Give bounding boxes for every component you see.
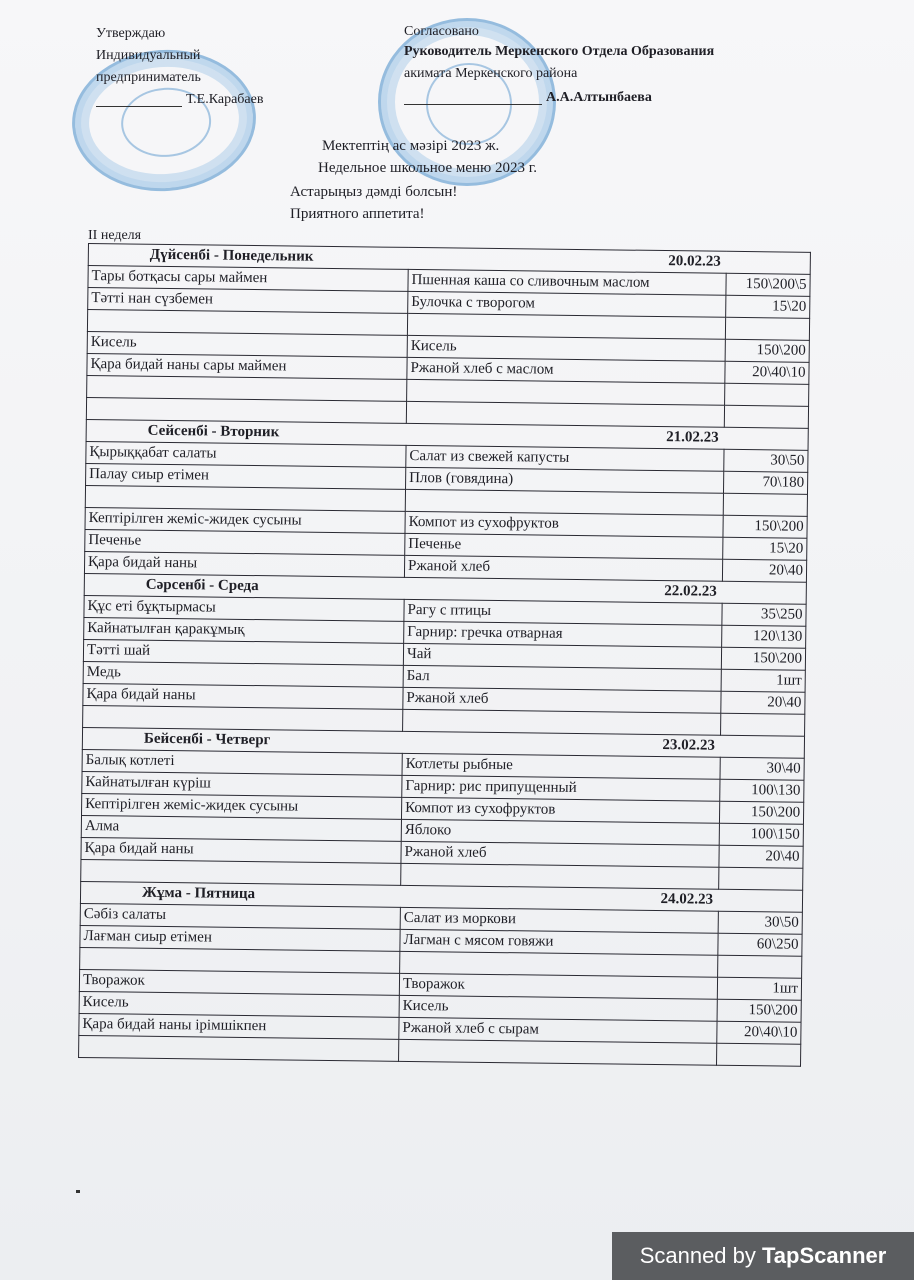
portion-grams: 20\40\10 (725, 361, 809, 384)
portion-grams: 35\250 (722, 603, 806, 626)
dish-russian: Кисель (407, 335, 725, 361)
dish-kazakh: Кептірілген жеміс-жидек сусыны (82, 793, 402, 819)
dish-kazakh: Кайнатылған қаракұмық (84, 617, 404, 643)
dish-russian: Ржаной хлеб (403, 687, 721, 713)
dish-kazakh: Печенье (85, 529, 405, 555)
dish-kazakh (79, 1035, 399, 1061)
day-date: 23.02.23 (662, 737, 716, 754)
dish-kazakh: Кисель (79, 991, 399, 1017)
portion-grams: 30\50 (718, 911, 802, 934)
portion-grams: 100\130 (720, 779, 804, 802)
portion-grams: 15\20 (726, 295, 810, 318)
dish-russian: Лагман с мясом говяжи (400, 929, 718, 955)
dish-kazakh: Тәтті шай (83, 639, 403, 665)
day-date: 24.02.23 (660, 891, 714, 908)
agreer-title-line: акимата Меркенского района (404, 66, 578, 81)
portion-grams: 150\200 (725, 339, 809, 362)
portion-grams: 20\40\10 (717, 1021, 801, 1044)
dish-russian: Компот из сухофруктов (405, 511, 723, 537)
scanner-watermark-brand: TapScanner (762, 1243, 887, 1268)
dish-kazakh: Кисель (87, 331, 407, 357)
dish-russian: Пшенная каша со сливочным маслом (408, 269, 726, 295)
portion-grams: 20\40 (722, 559, 806, 582)
dish-kazakh: Қара бидай наны ірімшікпен (79, 1013, 399, 1039)
portion-grams (721, 713, 805, 736)
dish-russian: Плов (говядина) (406, 467, 724, 493)
portion-grams: 150\200 (721, 647, 805, 670)
portion-grams: 150\200 (723, 515, 807, 538)
day-date: 22.02.23 (664, 583, 717, 600)
signature-line (404, 104, 542, 105)
portion-grams (725, 317, 809, 340)
portion-grams (725, 383, 809, 406)
dish-russian: Котлеты рыбные (402, 753, 720, 779)
day-date: 21.02.23 (666, 429, 719, 446)
portion-grams: 20\40 (721, 691, 805, 714)
dish-russian: Компот из сухофруктов (401, 797, 719, 823)
dish-russian: Ржаной хлеб с маслом (407, 357, 725, 383)
approver-title-line: Индивидуальный (96, 48, 201, 63)
portion-grams: 70\180 (723, 471, 807, 494)
dish-russian: Ржаной хлеб (401, 841, 719, 867)
dish-russian: Бал (403, 665, 721, 691)
portion-grams: 60\250 (718, 933, 802, 956)
day-name: Дүйсенбі - Понедельник (149, 246, 314, 265)
dish-russian: Ржаной хлеб с сырам (399, 1017, 717, 1043)
scan-speck (76, 1190, 80, 1193)
dish-kazakh: Медь (83, 661, 403, 687)
dish-kazakh: Палау сиыр етімен (86, 463, 406, 489)
portion-grams: 150\200\5 (726, 273, 810, 296)
dish-russian (399, 1039, 717, 1065)
day-name: Бейсенбі - Четверг (143, 730, 271, 749)
dish-kazakh: Тары ботқасы сары маймен (88, 266, 408, 292)
dish-russian: Гарнир: рис припущенный (402, 775, 720, 801)
portion-grams (718, 955, 802, 978)
week-label: II неделя (88, 228, 142, 243)
approver-name: Т.Е.Карабаев (186, 92, 264, 107)
dish-kazakh: Сәбіз салаты (80, 903, 400, 929)
dish-russian: Печенье (405, 533, 723, 559)
dish-kazakh: Қара бидай наны (81, 837, 401, 863)
scanner-watermark-prefix: Scanned by (639, 1243, 762, 1268)
day-name: Сәрсенбі - Среда (145, 576, 259, 595)
dish-russian: Яблоко (401, 819, 719, 845)
portion-grams (723, 493, 807, 516)
signature-line (96, 106, 182, 107)
dish-russian: Чай (403, 643, 721, 669)
dish-russian: Салат из свежей капусты (406, 445, 724, 471)
portion-grams: 150\200 (719, 801, 803, 824)
dish-kazakh: Лағман сиыр етімен (80, 925, 400, 951)
portion-grams: 20\40 (719, 845, 803, 868)
dish-russian: Кисель (399, 995, 717, 1021)
day-date: 20.02.23 (668, 253, 721, 270)
portion-grams: 100\150 (719, 823, 803, 846)
dish-russian: Творажок (399, 973, 717, 999)
portion-grams: 120\130 (722, 625, 806, 648)
dish-russian: Рагу с птицы (404, 599, 722, 625)
approval-heading: Утверждаю (96, 26, 166, 41)
dish-kazakh: Қара бидай наны сары маймен (87, 353, 407, 379)
dish-kazakh: Қырыққабат салаты (86, 441, 406, 467)
portion-grams: 1шт (721, 669, 805, 692)
portion-grams (724, 405, 808, 428)
dish-kazakh: Қара бидай наны (83, 683, 403, 709)
dish-russian: Салат из моркови (400, 907, 718, 933)
dish-kazakh: Кептірілген жеміс-жидек сусыны (85, 507, 405, 533)
dish-russian: Гарнир: гречка отварная (404, 621, 722, 647)
dish-kazakh: Алма (81, 815, 401, 841)
portion-grams: 1шт (717, 977, 801, 1000)
day-name: Сейсенбі - Вторник (147, 422, 280, 441)
dish-kazakh: Кайнатылған күріш (82, 771, 402, 797)
wish-kazakh: Астарыңыз дәмді болсын! (290, 184, 458, 200)
wish-russian: Приятного аппетита! (290, 206, 425, 222)
portion-grams (719, 867, 803, 890)
agreer-title-line: Руководитель Меркенского Отдела Образования (404, 44, 715, 59)
agreer-name: А.А.Алтынбаева (546, 90, 652, 105)
dish-kazakh: Творажок (79, 969, 399, 995)
portion-grams: 30\50 (724, 449, 808, 472)
menu-title-kazakh: Мектептің ас мәзірі 2023 ж. (322, 138, 500, 154)
dish-russian: Булочка с творогом (408, 291, 726, 317)
weekly-menu-table (78, 243, 811, 1067)
agreement-heading: Согласовано (404, 24, 479, 39)
menu-title-russian: Недельное школьное меню 2023 г. (318, 160, 537, 176)
portion-grams: 150\200 (717, 999, 801, 1022)
round-seal-stamp (67, 44, 260, 197)
dish-russian: Ржаной хлеб (404, 555, 722, 581)
scanner-watermark (612, 1232, 914, 1280)
dish-kazakh: Тәтті нан сүзбемен (88, 288, 408, 314)
approver-title-line: предприниматель (96, 70, 201, 85)
portion-grams: 30\40 (720, 757, 804, 780)
dish-kazakh: Балық котлеті (82, 749, 402, 775)
day-name: Жұма - Пятница (141, 884, 256, 903)
portion-grams (717, 1043, 801, 1066)
dish-kazakh: Құс еті бұқтырмасы (84, 595, 404, 621)
portion-grams: 15\20 (723, 537, 807, 560)
dish-kazakh: Қара бидай наны (84, 551, 404, 577)
